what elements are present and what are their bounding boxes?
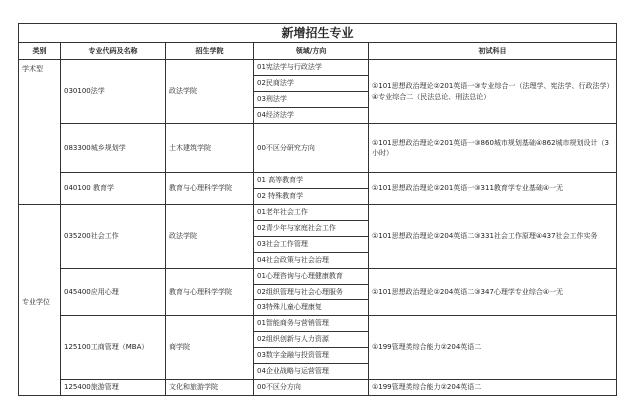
- direction: 00不区分研究方向: [254, 124, 369, 173]
- direction: 01心理咨询与心理健康教育: [254, 269, 369, 285]
- new-majors-table: [18, 23, 617, 396]
- direction: 01宪法学与行政法学: [254, 60, 369, 76]
- college: 文化和旅游学院: [166, 380, 254, 396]
- table-row: [19, 269, 617, 285]
- header-major: 专业代码及名称: [61, 43, 166, 60]
- header-row: [19, 43, 617, 60]
- college: 土木建筑学院: [166, 124, 254, 173]
- direction: 02组织管理与社会心理服务: [254, 284, 369, 300]
- direction: 03社会工作管理: [254, 237, 369, 253]
- direction: 02组织创新与人力资源: [254, 332, 369, 348]
- college: 政法学院: [166, 60, 254, 124]
- direction: 00不区分方向: [254, 380, 369, 396]
- major-name: 045400应用心理: [61, 269, 166, 316]
- category-cell: 学术型: [19, 60, 61, 205]
- major-name: 040100 教育学: [61, 173, 166, 205]
- direction: 02青少年与家庭社会工作: [254, 221, 369, 237]
- table-row: [19, 124, 617, 173]
- college: 教育与心理科学学院: [166, 173, 254, 205]
- table-row: [19, 60, 617, 76]
- direction: 03刑法学: [254, 92, 369, 108]
- exam-subjects: ①199管理类综合能力②204英语二: [369, 316, 617, 380]
- table-row: [19, 380, 617, 396]
- table-row: [19, 205, 617, 221]
- major-name: 030100法学: [61, 60, 166, 124]
- major-name: 035200社会工作: [61, 205, 166, 269]
- direction: 02 特殊教育学: [254, 189, 369, 205]
- exam-subjects: ①101思想政治理论②204英语二③347心理学专业综合④一无: [369, 269, 617, 316]
- direction: 01 高等教育学: [254, 173, 369, 189]
- direction: 03数字金融与投资管理: [254, 348, 369, 364]
- major-name: 125100工商管理（MBA）: [61, 316, 166, 380]
- direction: 03特殊儿童心理康复: [254, 300, 369, 316]
- header-college: 招生学院: [166, 43, 254, 60]
- direction: 04社会政策与社会治理: [254, 253, 369, 269]
- college: 政法学院: [166, 205, 254, 269]
- direction: 01智能商务与营销管理: [254, 316, 369, 332]
- exam-subjects: ①101思想政治理论②204英语二③331社会工作原理④437社会工作实务: [369, 205, 617, 269]
- table-title: 新增招生专业: [19, 24, 617, 43]
- category-cell: 专业学位: [19, 205, 61, 396]
- exam-subjects: ①199管理类综合能力②204英语二: [369, 380, 617, 396]
- exam-subjects: ①101思想政治理论②201英语一③860城市规划基础④862城市规划设计（3小时）: [369, 124, 617, 173]
- header-exam: 初试科目: [369, 43, 617, 60]
- header-category: 类别: [19, 43, 61, 60]
- table-row: [19, 173, 617, 189]
- major-name: 125400旅游管理: [61, 380, 166, 396]
- direction: 04经济法学: [254, 108, 369, 124]
- direction: 01老年社会工作: [254, 205, 369, 221]
- header-direction: 领域/方向: [254, 43, 369, 60]
- college: 商学院: [166, 316, 254, 380]
- exam-subjects: ①101思想政治理论②201英语一③专业综合一（法理学、宪法学、行政法学）④专业综合二（民法总论、刑法总论）: [369, 60, 617, 124]
- major-name: 083300城乡规划学: [61, 124, 166, 173]
- table-row: [19, 316, 617, 332]
- direction: 02民商法学: [254, 76, 369, 92]
- college: 教育与心理科学学院: [166, 269, 254, 316]
- direction: 04企业战略与运营管理: [254, 364, 369, 380]
- exam-subjects: ①101思想政治理论②201英语一③311教育学专业基础④一无: [369, 173, 617, 205]
